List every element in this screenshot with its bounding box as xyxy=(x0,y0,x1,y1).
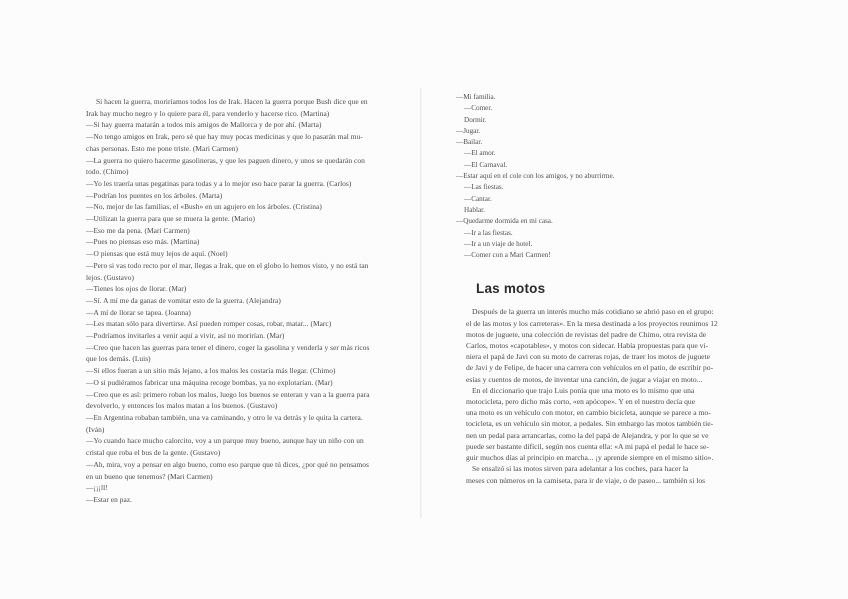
paragraph-line: Se ensalzó si las motos sirven para adelantar a los coches, para hacer la xyxy=(472,464,689,474)
dialogue-line: —Podrían los puentes en los árboles. (Marta) xyxy=(86,190,223,200)
list-item: —Bailar. xyxy=(456,138,483,147)
paragraph-line: guir muchos días al principio en marcha... ¡y aprende siempre en el mismo sitio». xyxy=(466,453,714,463)
left-page xyxy=(86,96,404,516)
list-item: Dormir. xyxy=(464,115,487,124)
section-title: Las motos xyxy=(476,281,546,297)
dialogue-line: —En Argentina robaban también, una va caminando, y otro le va detrás y le quita la cartera. xyxy=(86,412,363,422)
dialogue-line: —No tengo amigos en Irak, pero sé que hay muy pocas medicinas y que lo pasarán mal mu- xyxy=(86,132,363,142)
paragraph-line: el de las motos y los carreteras». En la mesa destinada a los proyectos reunimos 12 xyxy=(466,318,718,328)
paragraph-line: tocicleta, es un vehículo sin motor, a pedales. Sin embargo las motos también tie- xyxy=(466,419,714,429)
dialogue-line: —O si pudiéramos fabricar una máquina recoge bombas, ya no explotarían. (Mar) xyxy=(86,377,333,387)
paragraph-line: motocicleta, pero dicho más corto, «en apócope». Y en el nuestro decía que xyxy=(466,397,696,407)
list-item: —Comer con a Mari Carmen! xyxy=(464,251,551,260)
dialogue-line: —Yo cuando hace mucho calorcito, voy a un parque muy bueno, aunque hay un niño con un xyxy=(86,436,364,446)
right-page xyxy=(456,92,774,512)
list-item: —Cantar. xyxy=(464,194,492,203)
paragraph-line: una moto es un vehículo con motor, en cambio bicicleta, aunque se parece a mo- xyxy=(466,408,711,418)
list-item: —El amor. xyxy=(464,149,496,158)
dialogue-line: —Yo les traería unas pegatinas para todas y a lo mejor eso hace parar la guerra. (Carlos) xyxy=(86,178,352,188)
paragraph-line: puede ser bastante difícil, según nos cuenta ella: «A mi papá el pedal le hace se- xyxy=(466,441,709,451)
activity-list xyxy=(456,92,774,261)
paragraph-line: niera el papá de Javi con su moto de carreras rojas, de traer los motos de juguete xyxy=(466,352,710,362)
paragraph-line: motos de juguete, una colección de revistas del padre de Chimo, otra revista de xyxy=(466,329,707,339)
dialogue-line: —Creo que hacen las guerras para tener el dinero, coger la gasolina y venderla y ser más ricos xyxy=(86,342,370,352)
list-item: —Ir a las fiestas. xyxy=(464,228,513,237)
dialogue-line: en un bueno que tenemos? (Mari Carmen) xyxy=(86,471,213,481)
list-item: —Ir a un viaje de hotel. xyxy=(464,239,533,248)
dialogue-line: —Utilizan la guerra para que se muera la gente. (Mario) xyxy=(86,214,255,224)
dialogue-line: —Les matan sólo para divertirse. Así pueden romper cosas, robar, matar... (Marc) xyxy=(86,319,332,329)
list-item: —Mi familia. xyxy=(456,93,496,101)
dialogue-line: Si hacen la guerra, moriríamos todos los de Irak. Hacen la guerra porque Bush dice que en xyxy=(96,97,368,106)
dialogue-line: —Ah, mira, voy a pensar en algo bueno, como eso parque que tú dices, ¿por qué no pensamos xyxy=(86,459,369,469)
list-item: —Comer. xyxy=(464,104,493,113)
dialogue-line: Irak hay mucho negro y lo quiere para él, para venderlo y hacerse rico. (Martina) xyxy=(86,108,330,118)
section-body xyxy=(456,306,774,485)
paragraph-line: En el diccionario que trajo Luis ponía que una moto es lo mismo que una xyxy=(472,385,695,395)
list-item: —Las fiestas. xyxy=(464,183,504,192)
list-item: Hablar. xyxy=(464,205,485,214)
dialogue-line: —Tienes los ojos de llorar. (Mar) xyxy=(86,284,187,294)
paragraph-line: Después de la guerra un interés mucho más cotidiano se abrió paso en el grupo: xyxy=(472,307,714,317)
dialogue-line: —La guerra no quiero hacerme gasolineras, y que les paguen dinero, y unos se quedarán con xyxy=(86,155,365,165)
dialogue-line: devolverlo, y entonces los malos matan a los buenos. (Gustavo) xyxy=(86,401,278,411)
paragraph-line: esías y cuentos de motos, de inventar una canción, de jugar a viajar en moto... xyxy=(466,374,703,384)
dialogue-line: —Eso me da pena. (Mari Carmen) xyxy=(86,225,190,235)
list-item: —Quedarme dormida en mi casa. xyxy=(456,217,553,226)
dialogue-line: —Pero si vas todo recto por el mar, llegas a Irak, que en el globo lo hemos visto, y no está tan xyxy=(86,260,369,270)
dialogue-line: (Iván) xyxy=(86,424,105,434)
dialogue-line: cristal que roba el bus de la gente. (Gustavo) xyxy=(86,448,221,458)
dialogue-line: que los demás. (Luis) xyxy=(86,354,151,364)
book-gutter xyxy=(420,88,422,518)
dialogue-line: —Sí. A mí me da ganas de vomitar esto de la guerra. (Alejandra) xyxy=(86,295,281,305)
paragraph-line: meses con números en la camiseta, para ir de viaje, o de paseo... también si los xyxy=(466,475,706,485)
dialogue-line: chas personas. Esto me pone triste. (Mari Carmen) xyxy=(86,143,239,153)
dialogue-line: lejos. (Gustavo) xyxy=(86,272,135,282)
paragraph-line: de Javi y de Felipe, de hacer una carrera con vehículos en el patio, de escribir po- xyxy=(466,363,714,373)
dialogue-line: —Estar en paz. xyxy=(86,494,133,504)
dialogue-line: —¡¡¡ll! xyxy=(86,483,108,493)
dialogue-line: todo. (Chimo) xyxy=(86,167,129,177)
paragraph-line: Carlos, motos «capotables», y motos con sidecar. Había propuestas para que vi- xyxy=(466,341,709,351)
dialogue-line: —Pues no piensas eso más. (Martina) xyxy=(86,237,200,247)
dialogue-line: —Si ellos fueran a un sitio más lejano, a los malos les costaría más llegar. (Chimo) xyxy=(86,366,336,376)
list-item: —Estar aquí en el cole con los amigos, y no aburrirme. xyxy=(456,172,615,181)
dialogue-line: —Creo que es así: primero roban los malos, luego los buenos se enteran y van a la guerra para xyxy=(86,389,370,399)
paragraph-line: nen un pedal para arrancarlas, como la del papá de Alejandra, y por lo que se ve xyxy=(466,430,709,440)
dialogue-line: —Si hay guerra matarán a todos mis amigos de Mallorca y de por ahí. (Marta) xyxy=(86,120,322,130)
list-item: —El Carnaval. xyxy=(464,160,508,169)
dialogue-line: —No, mejor de las familias, el «Bush» en un agujero en los árboles. (Cristina) xyxy=(86,202,322,212)
dialogue-line: —A mí de llorar se tapea. (Joanna) xyxy=(86,307,191,317)
dialogue-line: —Podríamos invitarles a venir aquí a vivir, así no morirían. (Mar) xyxy=(86,331,285,341)
dialogue-line: —O piensas que está muy lejos de aquí. (Noel) xyxy=(86,249,228,259)
list-item: —Jugar. xyxy=(456,126,481,135)
